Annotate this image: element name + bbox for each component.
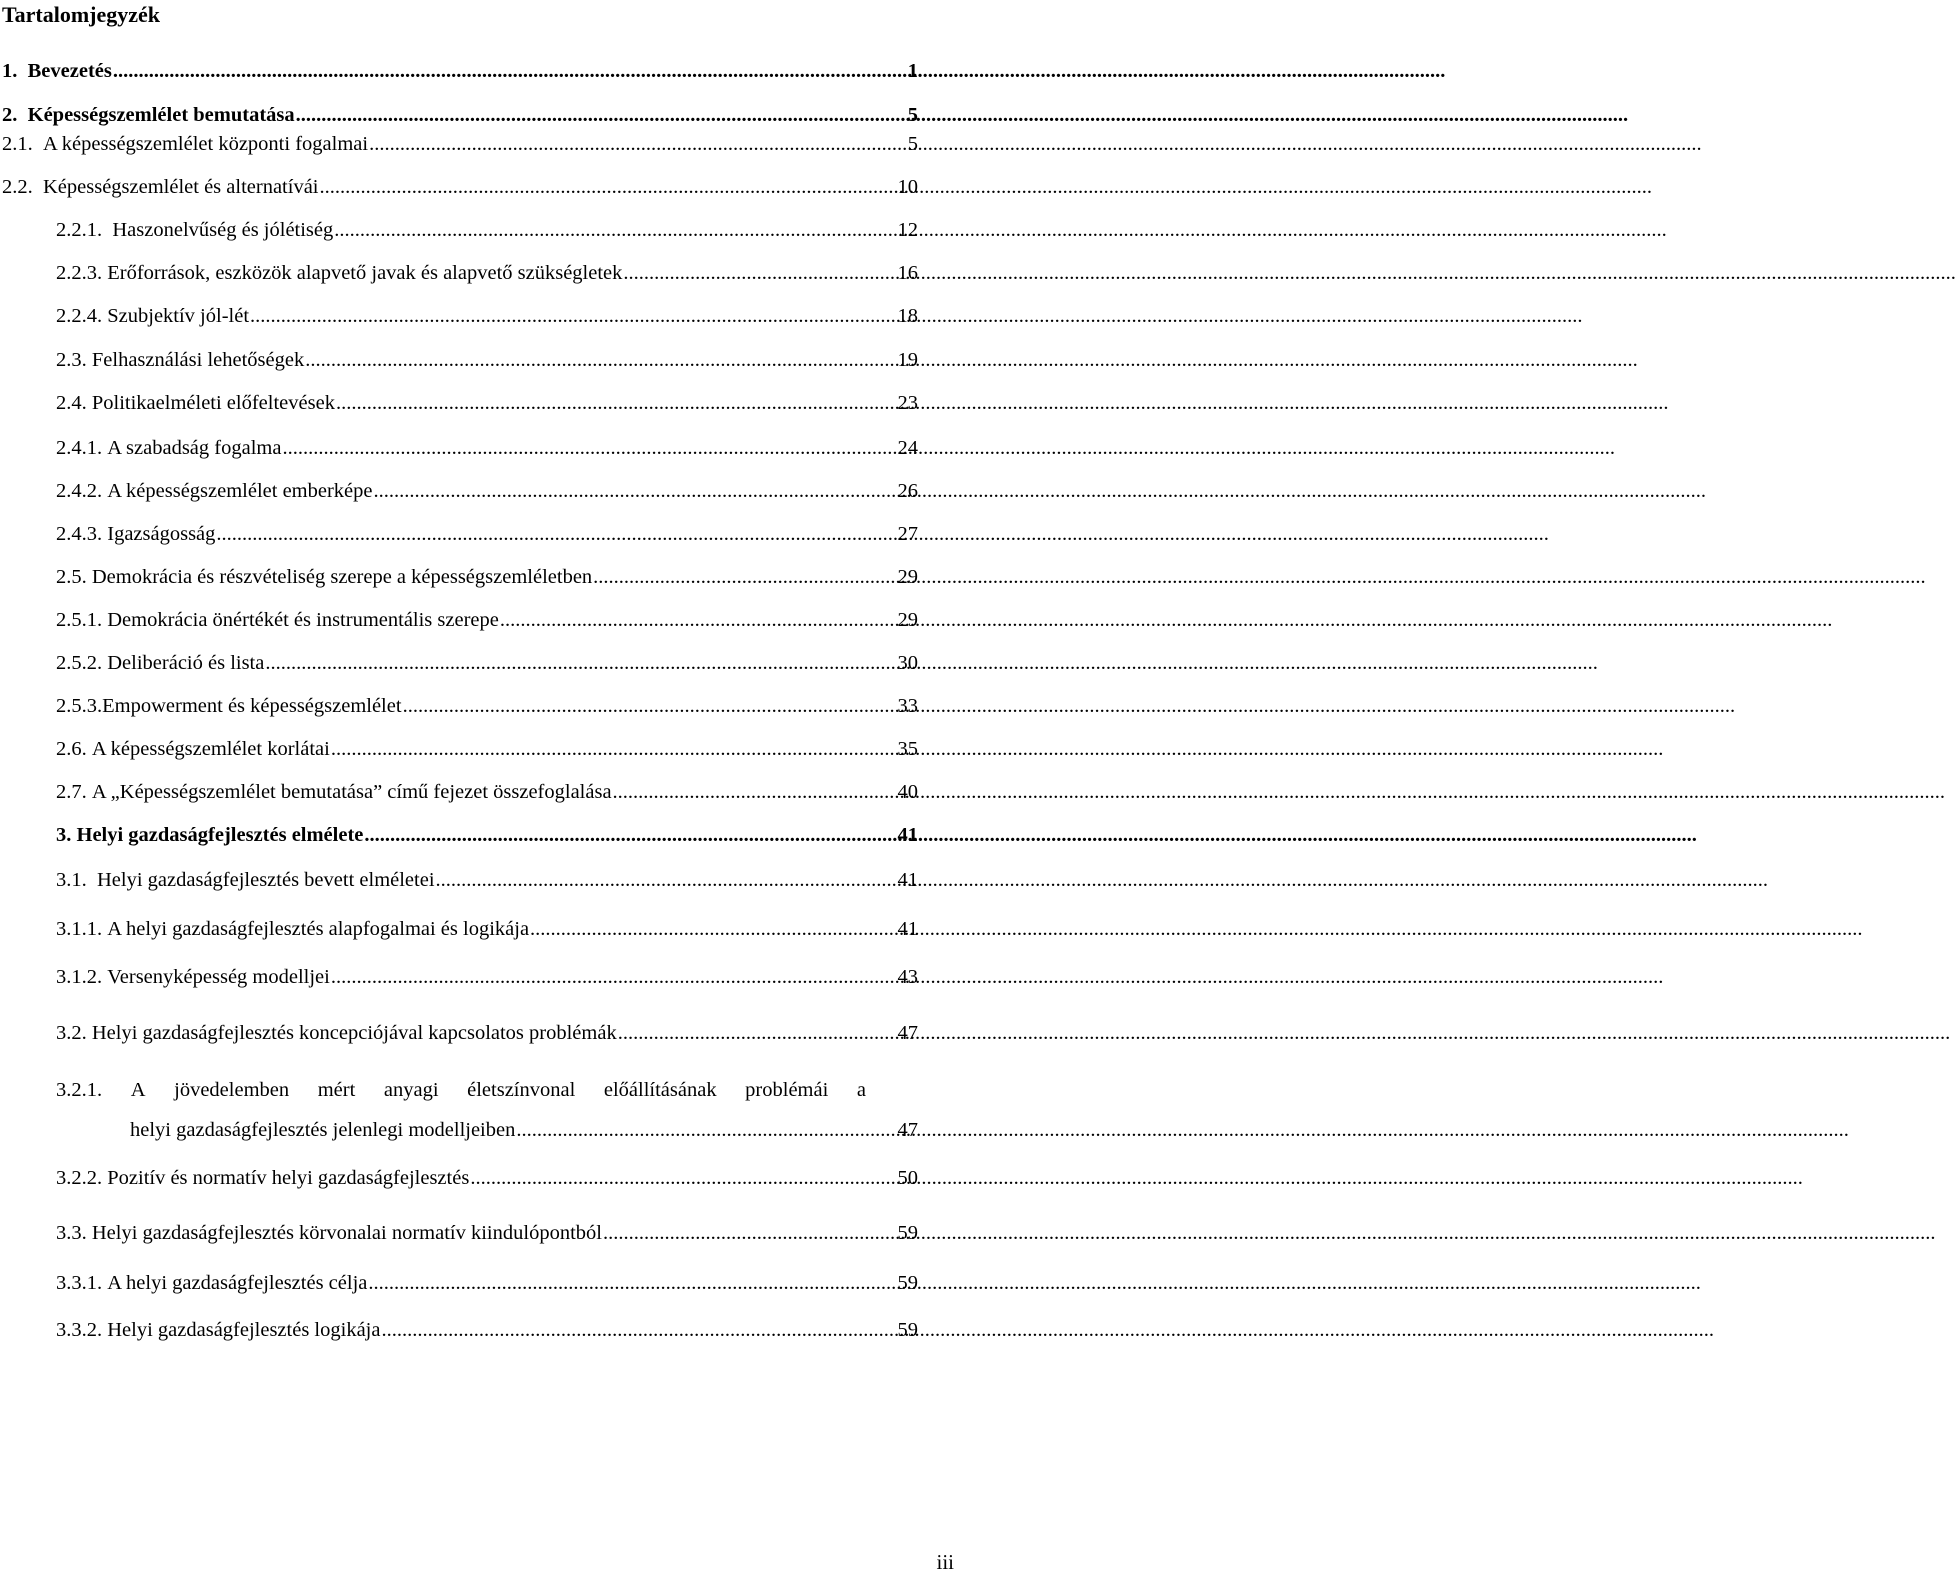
toc-entry-page: 30 <box>897 652 918 674</box>
toc-entry-number: 2.5.2. <box>56 652 103 674</box>
toc-entry[interactable] <box>2 171 918 203</box>
toc-entry-number: 2.6. <box>56 738 87 760</box>
toc-entry-number: 2.4. <box>56 392 87 414</box>
toc-entry-number: 2.5. <box>56 566 87 588</box>
toc-entry-title: Helyi gazdaságfejlesztés koncepciójával kapcsolatos problémák <box>91 1022 617 1044</box>
toc-entry-title: A képességszemlélet központi fogalmai <box>43 133 369 155</box>
toc-entry-number: 2.2.4. <box>56 305 103 327</box>
toc-entry[interactable] <box>130 1114 918 1146</box>
toc-entry-page: 10 <box>897 176 918 198</box>
toc-entry-number: 2.1. <box>2 133 33 155</box>
toc-entry-title: Igazságosság <box>107 523 216 545</box>
toc-entry-number: 3.2. <box>56 1022 87 1044</box>
dot-leader <box>320 171 897 203</box>
toc-entry-number: 2. <box>2 104 18 126</box>
dot-leader <box>216 518 896 550</box>
toc-entry-title: Helyi gazdaságfejlesztés logikája <box>107 1319 381 1341</box>
toc-entry[interactable] <box>56 864 918 896</box>
dot-leader <box>282 432 896 464</box>
toc-entry-title: A szabadság fogalma <box>107 437 282 459</box>
toc-entry-title: Politikaelméleti előfeltevések <box>91 392 335 414</box>
toc-entry[interactable] <box>2 128 918 160</box>
dot-leader <box>296 99 907 131</box>
toc-entry-page: 41 <box>897 918 918 940</box>
dot-leader <box>113 55 907 87</box>
toc-entry-title: Demokrácia önértékét és instrumentális szerepe <box>107 609 499 631</box>
dot-leader <box>364 819 896 851</box>
page-title: Tartalomjegyzék <box>2 2 161 27</box>
toc-entry-word: anyagi <box>383 1079 439 1101</box>
toc-entry-number: 2.4.2. <box>56 480 103 502</box>
toc-entry-page: 27 <box>897 523 918 545</box>
toc-entry-title: Versenyképesség modelljei <box>107 966 330 988</box>
toc-entry[interactable] <box>56 257 918 289</box>
toc-entry-page: 33 <box>897 695 918 717</box>
toc-entry-number: 2.3. <box>56 349 87 371</box>
toc-entry[interactable] <box>56 387 918 419</box>
toc-entry[interactable] <box>2 99 918 131</box>
toc-entry-word: a <box>856 1079 866 1101</box>
toc-entry-number: 3.2.2. <box>56 1167 103 1189</box>
toc-entry[interactable] <box>56 647 918 679</box>
toc-entry-title: helyi gazdaságfejlesztés jelenlegi modelljeiben <box>130 1119 516 1141</box>
toc-entry[interactable] <box>56 961 918 993</box>
toc-entry-number: 3. <box>56 824 72 846</box>
toc-entry[interactable] <box>56 1217 918 1249</box>
toc-entry-number: 3.3.2. <box>56 1319 103 1341</box>
dot-leader <box>381 1314 896 1346</box>
dot-leader <box>265 647 896 679</box>
dot-leader <box>470 1162 896 1194</box>
dot-leader <box>618 1017 897 1049</box>
toc-entry-title: A „Képességszemlélet bemutatása” című fejezet összefoglalása <box>91 781 612 803</box>
dot-leader <box>623 257 896 289</box>
toc-entry-page: 59 <box>897 1319 918 1341</box>
dot-leader <box>516 1114 896 1146</box>
toc-entry-first-line[interactable] <box>56 1074 918 1106</box>
toc-entry-page: 19 <box>897 349 918 371</box>
toc-entry-title: Deliberáció és lista <box>107 652 265 674</box>
toc-entry-title: Képességszemlélet és alternatívái <box>43 176 319 198</box>
toc-entry-title: Erőforrások, eszközök alapvető javak és alapvető szükségletek <box>107 262 623 284</box>
toc-entry-number: 2.4.3. <box>56 523 103 545</box>
toc-entry-title: Felhasználási lehetőségek <box>91 349 305 371</box>
toc-entry-page: 43 <box>897 966 918 988</box>
toc-entry[interactable] <box>56 1314 918 1346</box>
toc-entry-title: A képességszemlélet korlátai <box>91 738 330 760</box>
toc-entry-title: Helyi gazdaságfejlesztés bevett elméletei <box>97 869 435 891</box>
toc-entry-page: 41 <box>897 824 918 846</box>
toc-entry[interactable] <box>56 776 918 808</box>
toc-entry-page: 1 <box>907 60 918 82</box>
dot-leader <box>368 1267 896 1299</box>
toc-entry[interactable] <box>56 604 918 636</box>
dot-leader <box>436 864 897 896</box>
toc-entry-number: 3.3.1. <box>56 1272 103 1294</box>
toc-entry[interactable] <box>56 432 918 464</box>
toc-entry-title: A helyi gazdaságfejlesztés alapfogalmai és logikája <box>107 918 530 940</box>
toc-entry-title: Bevezetés <box>27 60 112 82</box>
toc-entry-page: 59 <box>897 1222 918 1244</box>
toc-entry-page: 23 <box>897 392 918 414</box>
toc-entry-page: 12 <box>897 219 918 241</box>
toc-entry-number: 3.3. <box>56 1222 87 1244</box>
dot-leader <box>374 475 897 507</box>
toc-entry-word: életszínvonal <box>467 1079 576 1101</box>
toc-entry[interactable] <box>56 214 918 246</box>
toc-entry-number: 2.2.3. <box>56 262 103 284</box>
toc-entry[interactable] <box>56 475 918 507</box>
toc-entry-title: Szubjektív jól-lét <box>107 305 250 327</box>
dot-leader <box>369 128 907 160</box>
toc-entry-title: Empowerment és képességszemlélet <box>102 695 402 717</box>
toc-entry-word: jövedelemben <box>174 1079 290 1101</box>
toc-entry-page: 5 <box>907 104 918 126</box>
toc-entry-number: 3.1. <box>56 869 87 891</box>
toc-entry[interactable] <box>56 1017 918 1049</box>
toc-entry-title: Pozitív és normatív helyi gazdaságfejlesztés <box>107 1167 470 1189</box>
toc-entry-word: mért <box>317 1079 356 1101</box>
toc-entry-page: 59 <box>897 1272 918 1294</box>
toc-entry-title: Haszonelvűség és jólétiség <box>112 219 334 241</box>
toc-entry[interactable] <box>56 518 918 550</box>
page-number: iii <box>936 1550 954 1574</box>
dot-leader <box>331 733 897 765</box>
toc-entry-title: A helyi gazdaságfejlesztés célja <box>107 1272 368 1294</box>
dot-leader <box>305 344 896 376</box>
toc-entry-title: Demokrácia és részvételiség szerepe a képességszemléletben <box>91 566 593 588</box>
toc-entry-page: 47 <box>897 1119 918 1141</box>
toc-entry-number: 2.2.1. <box>56 219 103 241</box>
toc-entry-word: előállításának <box>603 1079 717 1101</box>
toc-entry-page: 26 <box>897 480 918 502</box>
toc-entry-number: 3.2.1. <box>56 1079 103 1101</box>
toc-entry-title: Helyi gazdaságfejlesztés elmélete <box>76 824 364 846</box>
dot-leader <box>603 1217 897 1249</box>
toc-entry-page: 41 <box>897 869 918 891</box>
dot-leader <box>403 690 897 722</box>
toc-entry[interactable] <box>56 1267 918 1299</box>
toc-entry-number: 2.7. <box>56 781 87 803</box>
dot-leader <box>331 961 897 993</box>
dot-leader <box>334 214 896 246</box>
toc-entry-number: 3.1.1. <box>56 918 103 940</box>
toc-entry[interactable] <box>56 300 918 332</box>
toc-entry-page: 18 <box>897 305 918 327</box>
toc-entry-page: 50 <box>897 1167 918 1189</box>
toc-entry[interactable] <box>56 561 918 593</box>
toc-entry-word: A <box>130 1079 146 1101</box>
toc-entry[interactable] <box>56 819 918 851</box>
toc-entry[interactable] <box>56 344 918 376</box>
toc-entry-page: 40 <box>897 781 918 803</box>
dot-leader <box>250 300 896 332</box>
toc-entry-number: 2.5.3. <box>56 695 103 717</box>
toc-entry-number: 2.2. <box>2 176 33 198</box>
toc-entry-number: 1. <box>2 60 18 82</box>
toc-entry-page: 24 <box>897 437 918 459</box>
dot-leader <box>500 604 897 636</box>
toc-entry-title: Helyi gazdaságfejlesztés körvonalai normatív kiindulópontból <box>91 1222 602 1244</box>
toc-entry[interactable] <box>2 55 918 87</box>
toc-entry[interactable] <box>56 733 918 765</box>
toc-entry[interactable] <box>56 913 918 945</box>
toc-entry-page: 5 <box>907 133 918 155</box>
toc-entry-number: 2.4.1. <box>56 437 103 459</box>
toc-entry-page: 29 <box>897 566 918 588</box>
toc-entry-page: 16 <box>897 262 918 284</box>
toc-entry-title: A képességszemlélet emberképe <box>107 480 373 502</box>
dot-leader <box>613 776 897 808</box>
toc-entry-number: 2.5.1. <box>56 609 103 631</box>
toc-entry-page: 35 <box>897 738 918 760</box>
toc-entry[interactable] <box>56 1162 918 1194</box>
toc-entry-page: 29 <box>897 609 918 631</box>
toc-entry-number: 3.1.2. <box>56 966 103 988</box>
toc-entry-title: Képességszemlélet bemutatása <box>27 104 295 126</box>
dot-leader <box>336 387 897 419</box>
dot-leader <box>530 913 896 945</box>
toc-entry-page: 47 <box>897 1022 918 1044</box>
toc-entry[interactable] <box>56 690 918 722</box>
dot-leader <box>593 561 896 593</box>
toc-entry-word: problémái <box>745 1079 829 1101</box>
